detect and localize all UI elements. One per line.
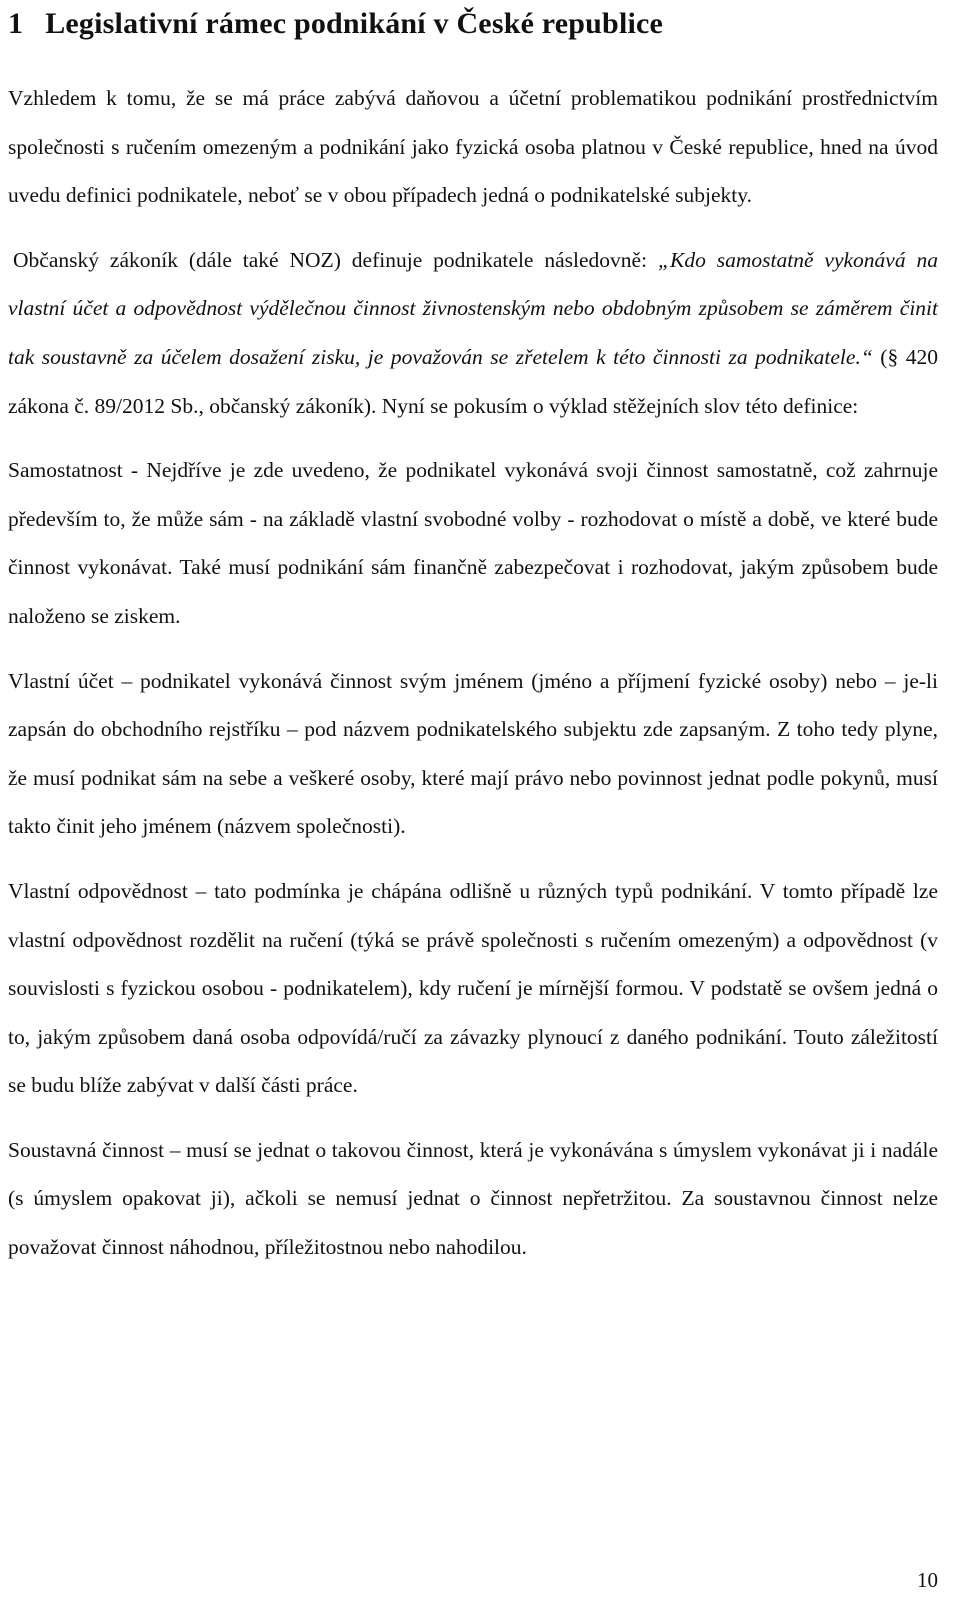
document-page [8, 0, 938, 1272]
noz-tail: Nyní se pokusím o výklad stěžejních slov této definice: [376, 393, 859, 418]
paragraph-vlastni-ucet: Vlastní účet – podnikatel vykonává činnost svým jménem (jméno a příjmení fyzické osoby) nebo – je-li zapsán do obchodního rejstříku – pod názvem podnikatelského subjektu zde zapsaným. Z toho tedy plyne, že musí podnikat sám na sebe a veškeré osoby, které mají právo nebo povinnost jednat podle pokynů, musí takto činit jeho jménem (názvem společnosti). [8, 668, 938, 839]
section-number: 1 [8, 7, 24, 40]
paragraph-noz-definition [8, 236, 938, 430]
paragraph-samostatnost: Samostatnost - Nejdříve je zde uvedeno, že podnikatel vykonává svoji činnost samostatně, což zahrnuje především to, že může sám - na základě vlastní svobodné volby - rozhodovat o místě a době, ve které bude činnost vykonávat. Také musí podnikání sám finančně zabezpečovat i rozhodovat, jakým způsobem bude naloženo se ziskem. [8, 458, 938, 628]
page-number: 10 [917, 1568, 938, 1592]
paragraph-intro: Vzhledem k tomu, že se má práce zabývá daňovou a účetní problematikou podnikání prostřednictvím společnosti s ručením omezeným a podnikání jako fyzická osoba platnou v České republice, hned na úvod uvedu definici podnikatele, neboť se v obou případech jedná o podnikatelské subjekty. [8, 86, 938, 208]
paragraph-soustavna-cinnost: Soustavná činnost – musí se jednat o takovou činnost, která je vykonávána s úmyslem vykonávat ji i nadále (s úmyslem opakovat ji), ačkoli se nemusí jednat o činnost nepřetržitou. Za soustavnou činnost nelze považovat činnost náhodnou, příležitostnou nebo nahodilou. [8, 1137, 938, 1260]
section-title: Legislativní rámec podnikání v České republice [45, 7, 664, 40]
noz-quote: „Kdo samostatně vykonává na vlastní účet a odpovědnost výdělečnou činnost živnostenským nebo obdobným způsobem se záměrem činit tak soustavně za účelem dosažení zisku, je považován se zřetelem k této činnosti za podnikatele.“ [8, 247, 939, 369]
section-heading [8, 0, 938, 46]
paragraph-vlastni-odpovednost: Vlastní odpovědnost – tato podmínka je chápána odlišně u různých typů podnikání. V tomto případě lze vlastní odpovědnost rozdělit na ručení (týká se právě společnosti s ručením omezeným) a odpovědnost (v souvislosti s fyzickou osobou - podnikatelem), kdy ručení je mírnější formou. V podstatě se ovšem jedná o to, jakým způsobem daná osoba odpovídá/ručí za závazky plynoucí z daného podnikání. Touto záležitostí se budu blíže zabývat v další části práce. [8, 878, 938, 1098]
noz-lead: Občanský zákoník (dále také NOZ) definuje podnikatele následovně: [13, 247, 659, 272]
noz-citation: (§ 420 zákona č. 89/2012 Sb., občanský zákoník). [8, 344, 938, 418]
